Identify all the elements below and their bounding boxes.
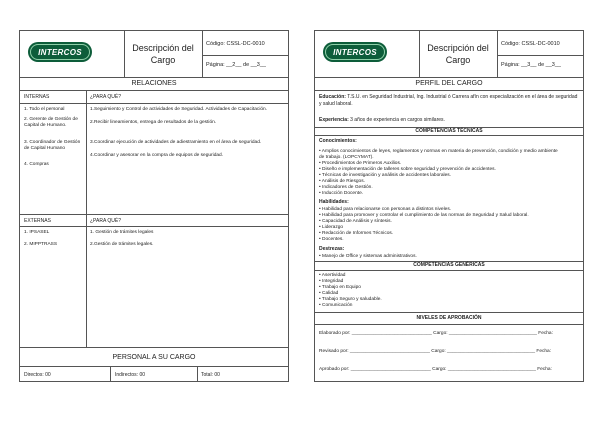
aprobado-por-line: Aprobado por: ______________________________ Cargo: _________________________________ Fecha: (319, 367, 552, 372)
document-code: Código: CSSL-DC-0010 (206, 41, 265, 47)
page-2-sheet (19, 30, 289, 382)
list-item: 4. Compras (24, 162, 49, 167)
intercos-logo (28, 42, 92, 62)
total-count: Total: 00 (201, 372, 220, 378)
list-item: 2.Gestión de trámites legales. (90, 242, 154, 247)
document-code: Código: CSSL-DC-0010 (501, 41, 560, 47)
list-item: 1. IPSASEL (24, 230, 50, 235)
list-item: • Redacción de Informes Técnicos. (319, 231, 394, 236)
list-item: • Habilidad para relacionarse con personas a distintos niveles. (319, 207, 452, 212)
list-item: • Manejo de Office y sistemas administrativos. (319, 254, 417, 259)
list-item: • Técnicas de investigación y análisis de accidentes laborales. (319, 173, 451, 178)
conocimientos-label: Conocimientos: (319, 138, 357, 144)
indirectos-count: Indirectos: 00 (115, 372, 146, 378)
section-title-relaciones: RELACIONES (20, 77, 288, 91)
list-item: 3.Coordinar ejecución de actividades de adiestramiento en el área de seguridad. (90, 140, 262, 145)
niveles-aprobacion-title: NIVELES DE APROBACIÓN (315, 315, 583, 321)
externas-para-que-header: ¿PARA QUÉ? (90, 218, 122, 224)
personal-a-su-cargo-title: PERSONAL A SU CARGO (112, 354, 196, 361)
internas-header: INTERNAS (24, 94, 50, 100)
list-item: • Habilidad para promover y controlar el cumplimiento de las normas de Seguridad y Salud laboral. (319, 213, 529, 218)
habilidades-label: Habilidades: (319, 199, 349, 205)
revisado-por-line: Revisado por: ______________________________ Cargo: _________________________________ Fecha: (319, 349, 552, 354)
page-3-header (315, 31, 583, 78)
page-2-header (20, 31, 288, 78)
educacion-label: Educación: (319, 94, 346, 100)
list-item: • Capacidad de Análisis y síntesis. (319, 219, 392, 224)
list-item: 2. Gerente de Gestión de Capital de Humano. (24, 117, 78, 128)
logo-cell (20, 31, 125, 77)
list-item: • Docentes. (319, 237, 344, 242)
document-title: Descripción del Cargo (419, 31, 498, 77)
code-cell (497, 31, 583, 77)
list-item: 4.Coordinar y asesorar en la compra de equipos de seguridad. (90, 153, 224, 158)
experiencia-label: Experiencia: (319, 117, 349, 123)
externas-header: EXTERNAS (24, 218, 51, 224)
list-item: • Integridad (319, 279, 344, 284)
list-item: • Liderazgo (319, 225, 344, 230)
list-item: • Inducción Docente. (319, 191, 364, 196)
list-item: 2.Recibir lineamientos, entrega de resultados de la gestión. (90, 120, 217, 125)
list-item: 3. Coordinador de Gestión de Capital Humano (24, 140, 81, 151)
elaborado-por-line: Elaborado por: ______________________________ Cargo: _________________________________ Fecha: (319, 331, 553, 336)
code-cell (202, 31, 288, 77)
page-number: Página: __2__ de __3__ (206, 62, 266, 68)
list-item: 1.Seguimiento y Control de actividades de Seguridad. Actividades de Capacitación. (90, 107, 268, 112)
list-item: • Amplios conocimientos de leyes, reglamentos y normas en materia de prevención, condición y medio ambiente de trabajo. (LOPCYMAT). (319, 149, 558, 160)
list-item: • Calidad (319, 291, 339, 296)
destrezas-label: Destrezas: (319, 246, 345, 252)
para-que-header: ¿PARA QUÉ? (90, 94, 122, 100)
educacion-value: T.S.U. en Seguridad Industrial, Ing. Industrial ó Carrera afín con especialización en el área de seguridad y salud laboral. (319, 94, 578, 107)
experiencia-text (319, 117, 445, 124)
list-item: • Procedimientos de Primeros Auxilios. (319, 161, 402, 166)
directos-count: Directos: 00 (24, 372, 51, 378)
list-item: • Asertividad (319, 273, 346, 278)
list-item: • Comunicación (319, 303, 353, 308)
list-item: 1. Todo el personal (24, 107, 65, 112)
list-item: 2. MIPPTRASS (24, 242, 58, 247)
logo-text: INTERCOS (333, 47, 377, 57)
logo-cell (315, 31, 420, 77)
list-item: • Diseño e implementación de talleres sobre seguridad y prevención de accidentes. (319, 167, 496, 172)
list-item: 1. Gestión de trámites legales (90, 230, 154, 235)
destrezas-list (319, 254, 417, 260)
document-title: Descripción del Cargo (124, 31, 203, 77)
logo-text: INTERCOS (38, 47, 82, 57)
section-title-perfil: PERFIL DEL CARGO (315, 77, 583, 91)
experiencia-value: 3 años de experiencia en cargos similares. (350, 117, 445, 123)
page-number: Página: __3__ de __3__ (501, 62, 561, 68)
list-item: • Trabajo en Equipo (319, 285, 361, 290)
competencias-tecnicas-title: COMPETENCIAS TÉCNICAS (315, 128, 583, 134)
competencias-genericas-title: COMPETENCIAS GENÉRICAS (315, 262, 583, 268)
list-item: • Análisis de Riesgos. (319, 179, 365, 184)
educacion-text (319, 94, 581, 107)
list-item: • Trabajo Seguro y saludable. (319, 297, 382, 302)
page-3-sheet (314, 30, 584, 382)
intercos-logo (323, 42, 387, 62)
list-item: • Indicadores de Gestión. (319, 185, 373, 190)
